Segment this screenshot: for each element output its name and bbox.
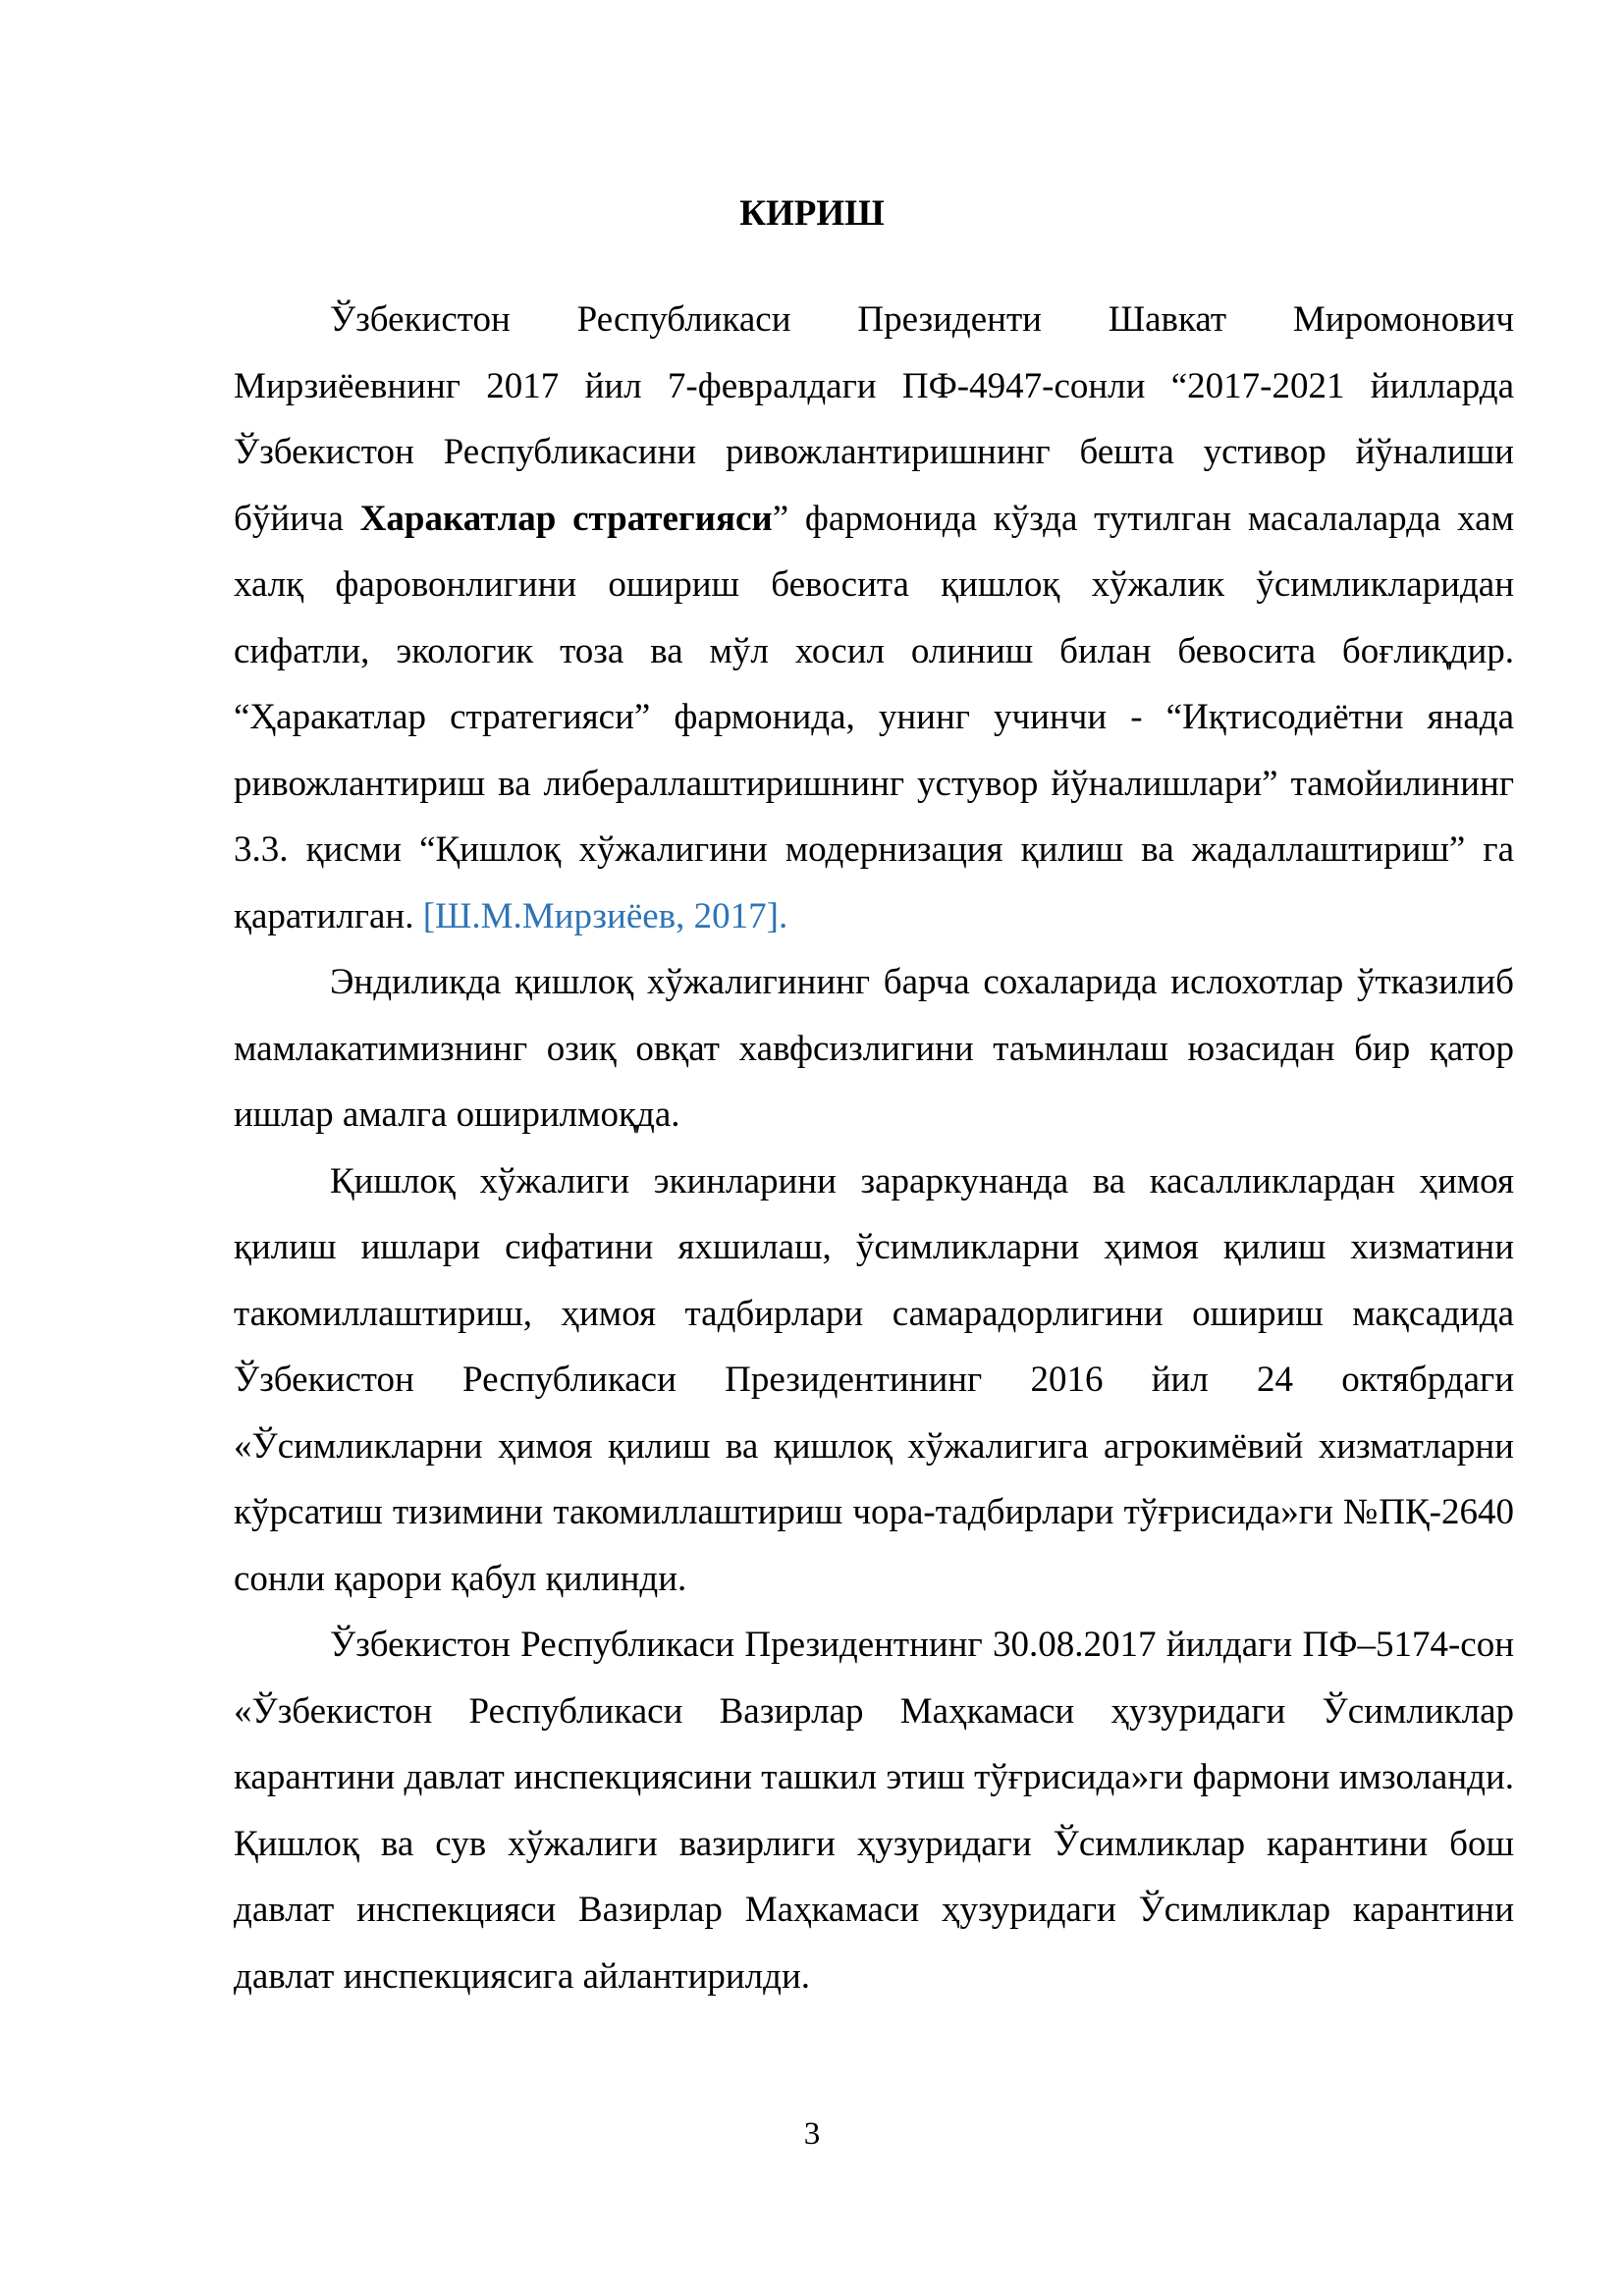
paragraph-2: Эндиликда қишлоқ хўжалигининг барча сохаларида ислохотлар ўтказилиб мамлакатимизнинг озиқ овқат хавфсизлигини таъминлаш юзасидан бир қатор ишлар амалга оширилмоқда. <box>234 962 1514 1135</box>
paragraph-4: Ўзбекистон Республикаси Президентнинг 30.08.2017 йилдаги ПФ–5174-сон «Ўзбекистон Республикаси Вазирлар Маҳкамаси ҳузуридаги Ўсимликлар карантини давлат инспекциясини ташкил этиш тўғрисида»ги фармони имзоланди. Қишлоқ ва сув хўжалиги вазирлиги ҳузуридаги Ўсимликлар карантини бош давлат инспекцияси Вазирлар Маҳкамаси ҳузуридаги Ўсимликлар карантини давлат инспекциясига айлантирилди. <box>234 1625 1514 1997</box>
paragraph-1-text-a: Ўзбекистон Республикаси Президенти Шавкат Миромонович Мирзиёевнинг 2017 йил 7-февралдаги ПФ-4947-сонли “2017-2021 йилларда Ўзбекистон Республикасини ривожлантиришнинг бешта устивор йўналиши бўйича <box>234 299 1514 539</box>
citation-link[interactable]: [Ш.М.Мирзиёев, 2017]. <box>422 895 788 936</box>
page-title: КИРИШ <box>739 193 885 234</box>
document-body <box>234 287 1514 2009</box>
paragraph-1-text-b: ” фармонида кўзда тутилган масалаларда хам халқ фаровонлигини ошириш бевосита қишлоқ хўжалик ўсимликларидан сифатли, экологик тоза ва мўл хосил олиниш билан бевосита боғлиқдир. “Ҳаракатлар стратегияси” фармонида, унинг учинчи - “Иқтисодиётни янада ривожлантириш ва либераллаштиришнинг устувор йўналишлари” тамойилининг 3.3. қисми “Қишлоқ хўжалигини модернизация қилиш ва жадаллаштириш” га қаратилган. <box>234 498 1514 936</box>
paragraph-1-bold-phrase: Харакатлар стратегияси <box>359 498 773 539</box>
page-number: 3 <box>803 2116 821 2152</box>
paragraph-3: Қишлоқ хўжалиги экинларини зараркунанда ва касалликлардан ҳимоя қилиш ишлари сифатини яхшилаш, ўсимликларни ҳимоя қилиш хизматини такомиллаштириш, ҳимоя тадбирлари самарадорлигини ошириш мақсадида Ўзбекистон Республикаси Президентининг 2016 йил 24 октябрдаги «Ўсимликларни ҳимоя қилиш ва қишлоқ хўжалигига агрокимёвий хизматларни кўрсатиш тизимини такомиллаштириш чора-тадбирлари тўғрисида»ги №ПҚ-2640 сонли қарори қабул қилинди. <box>234 1160 1514 1599</box>
paragraph-1 <box>234 287 1514 949</box>
